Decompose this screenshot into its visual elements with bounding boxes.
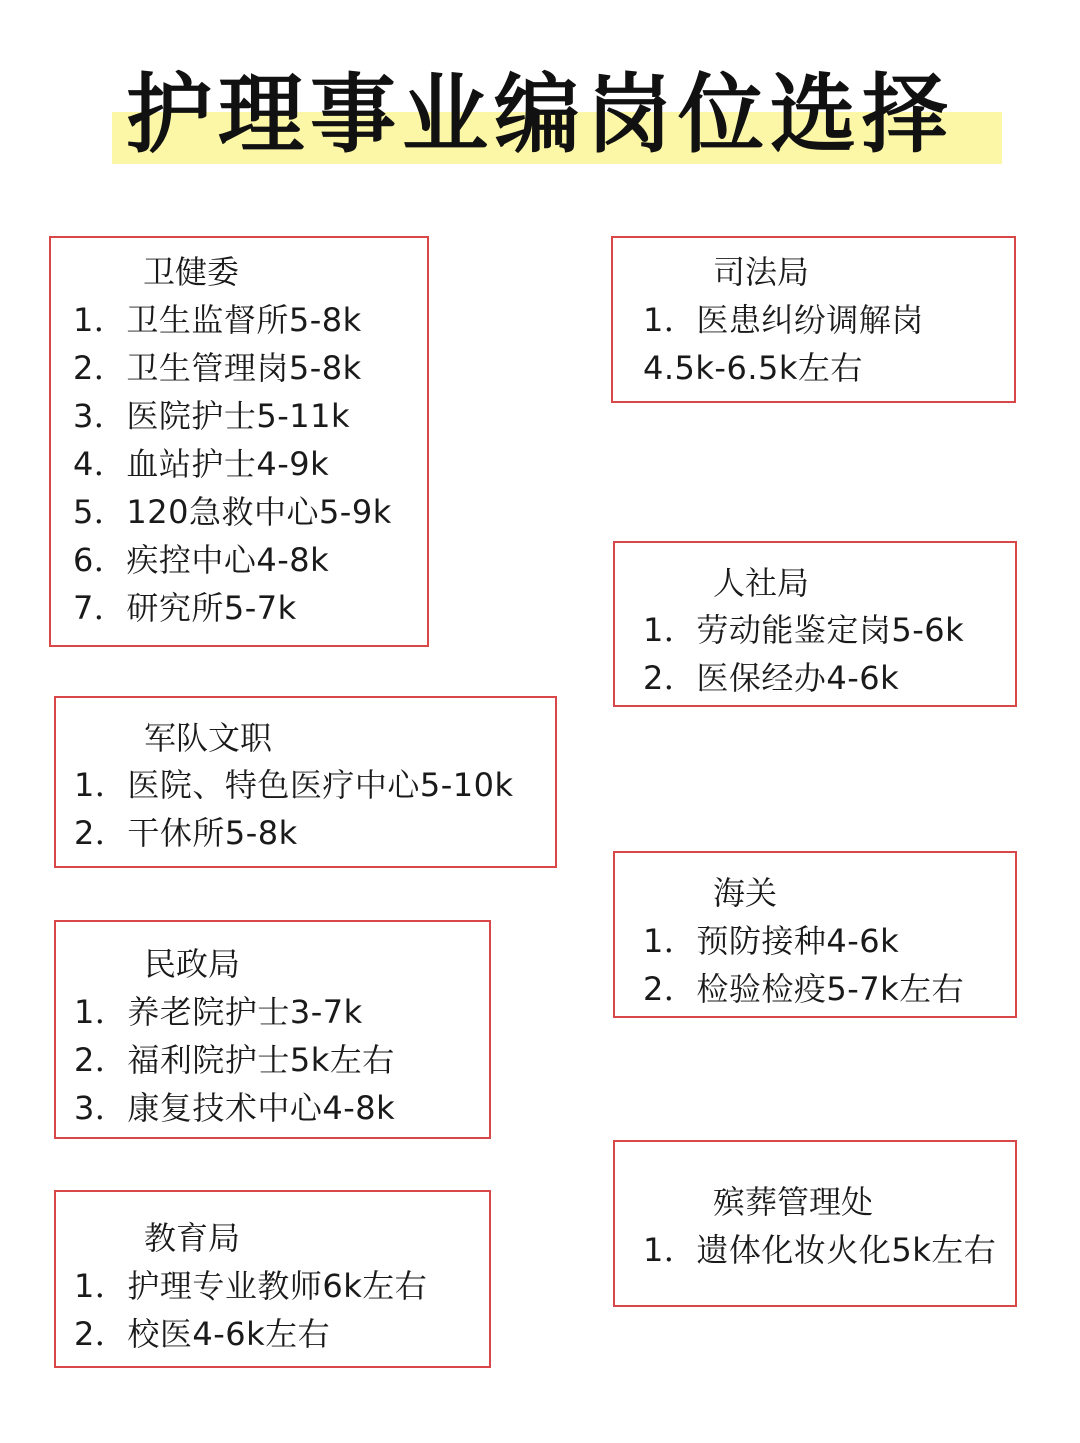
section-minzheng [54, 920, 491, 1139]
section-title: 海关 [713, 874, 778, 912]
list-item: 1．遗体化妆火化5k左右 [643, 1231, 997, 1269]
list-item: 2．干休所5-8k [74, 814, 298, 852]
list-item: 7．研究所5-7k [73, 589, 297, 627]
list-item: 4.5k-6.5k左右 [643, 349, 863, 387]
section-jiaoyu [54, 1190, 491, 1368]
section-title: 人社局 [713, 564, 810, 602]
list-item: 5．120急救中心5-9k [73, 493, 392, 531]
section-binzang [613, 1140, 1017, 1307]
section-title: 教育局 [144, 1219, 241, 1257]
section-sifaju [611, 236, 1016, 403]
section-renshe [613, 541, 1017, 707]
list-item: 1．养老院护士3-7k [74, 993, 363, 1031]
page-title: 护理事业编岗位选择 [126, 65, 954, 165]
list-item: 3．医院护士5-11k [73, 397, 351, 435]
list-item: 1．医患纠纷调解岗 [643, 301, 924, 339]
list-item: 4．血站护士4-9k [73, 445, 330, 483]
list-item: 1．预防接种4-6k [643, 922, 900, 960]
section-title: 军队文职 [144, 719, 273, 757]
section-jundui [54, 696, 557, 868]
list-item: 1．卫生监督所5-8k [73, 301, 362, 339]
list-item: 6．疾控中心4-8k [73, 541, 330, 579]
list-item: 1．护理专业教师6k左右 [74, 1267, 428, 1305]
section-haiguan [613, 851, 1017, 1018]
list-item: 2．福利院护士5k左右 [74, 1041, 395, 1079]
section-weijianwei [49, 236, 429, 647]
title-banner [0, 60, 1080, 180]
list-item: 3．康复技术中心4-8k [74, 1089, 396, 1127]
section-title: 殡葬管理处 [713, 1183, 874, 1221]
list-item: 1．医院、特色医疗中心5-10k [74, 766, 514, 804]
list-item: 2．医保经办4-6k [643, 659, 900, 697]
list-item: 2．校医4-6k左右 [74, 1315, 331, 1353]
list-item: 2．检验检疫5-7k左右 [643, 970, 965, 1008]
section-title: 司法局 [713, 253, 810, 291]
list-item: 2．卫生管理岗5-8k [73, 349, 362, 387]
section-title: 民政局 [144, 945, 241, 983]
list-item: 1．劳动能鉴定岗5-6k [643, 611, 965, 649]
section-title: 卫健委 [143, 253, 240, 291]
